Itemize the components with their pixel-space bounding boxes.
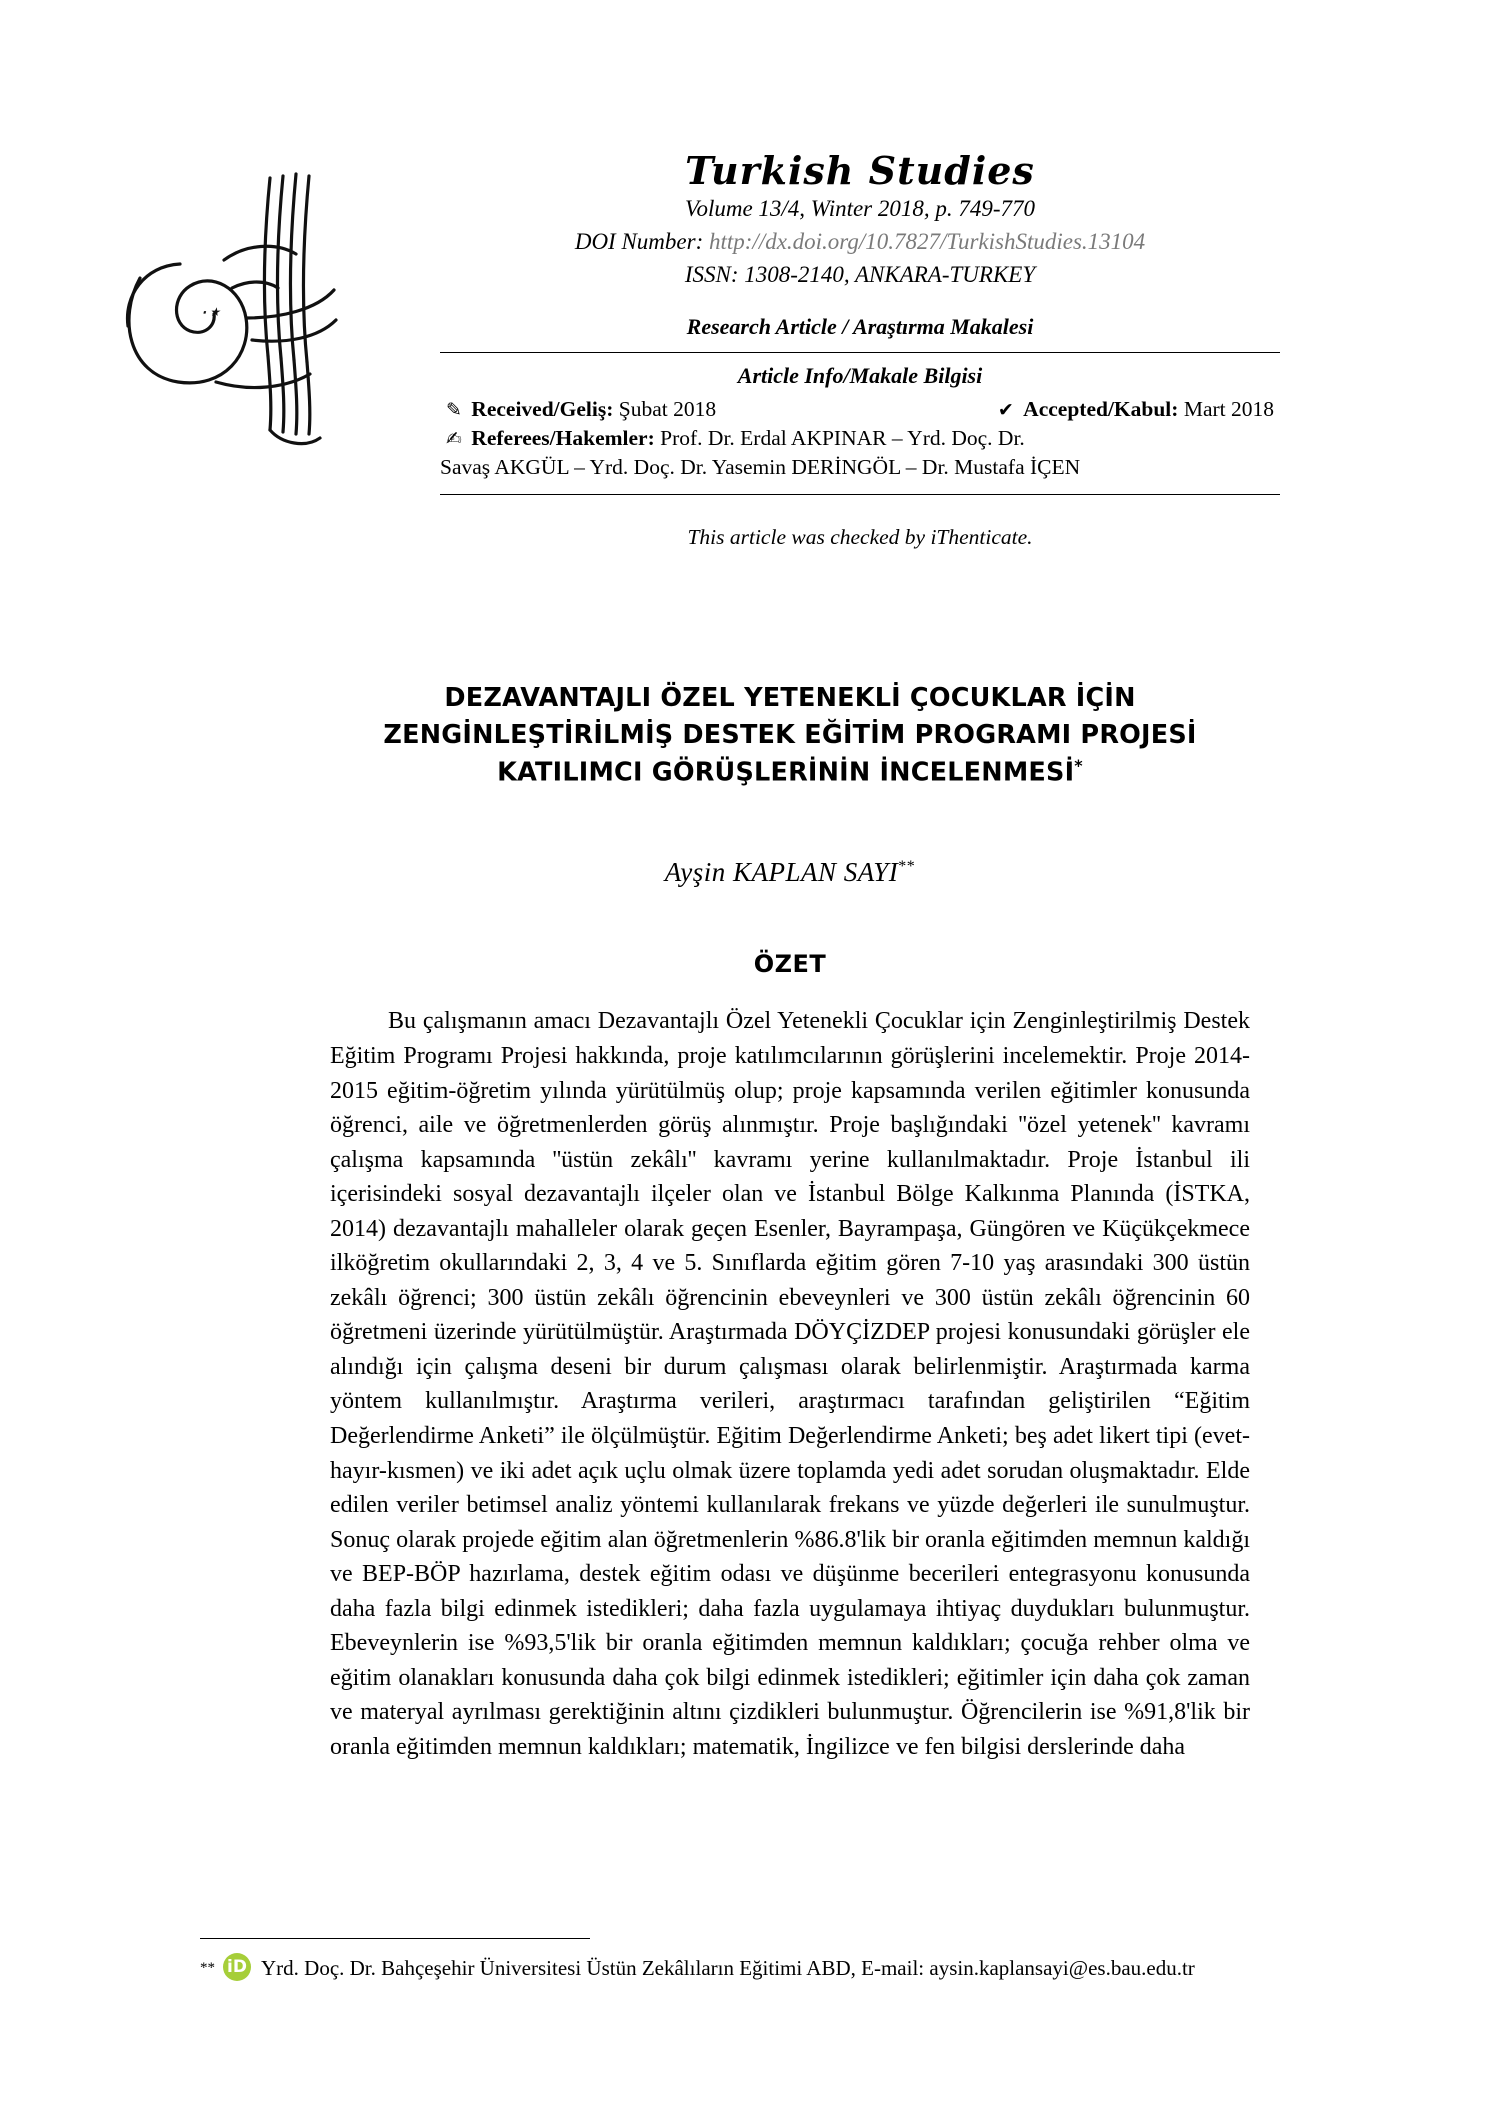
article-body	[330, 680, 1250, 1764]
title-line-1: DEZAVANTAJLI ÖZEL YETENEKLİ ÇOCUKLAR İÇİN	[444, 683, 1136, 713]
title-line-3: KATILIMCI GÖRÜŞLERİNİN İNCELENMESİ	[497, 757, 1075, 788]
article-info-block	[440, 395, 1280, 482]
referees-line2-row	[440, 453, 1280, 482]
pen-icon: ✎	[446, 398, 462, 421]
abstract-paragraph: Bu çalışmanın amacı Dezavantajlı Özel Yetenekli Çocuklar için Zenginleştirilmiş Destek Eğitim Programı Projesi hakkında, proje katılımcılarının görüşlerini incelemektir. Proje 2014-2015 eğitim-öğretim yılında yürütülmüş olup; proje kapsamında verilen eğitimler konusunda öğrenci, aile ve öğretmenlerden görüş alınmıştır. Proje başlığındaki ''özel yetenek'' kavramı çalışma kapsamında ''üstün zekâlı'' kavramı yerine kullanılmaktadır. Proje İstanbul ili içerisindeki sosyal dezavantajlı ilçeler olan ve İstanbul Bölge Kalkınma Planında (İSTKA, 2014) dezavantajlı mahalleler olarak geçen Esenler, Bayrampaşa, Güngören ve Küçükçekmece ilköğretim okullarındaki 2, 3, 4 ve 5. Sınıflarda eğitim gören 7-10 yaş arasındaki 300 üstün zekâlı öğrenci; 300 üstün zekâlı öğrencinin ebeveynleri ve 300 üstün zekâlı öğrencinin 60 öğretmeni üzerinde yürütülmüştür. Araştırmada DÖYÇİZDEP projesi konusundaki görüşler ele alındığı için çalışma deseni bir durum çalışması olarak belirlenmiştir. Araştırmada karma yöntem kullanılmıştır. Araştırma verileri, araştırmacı tarafından geliştirilen “Eğitim Değerlendirme Anketi” ile ölçülmüştür. Eğitim Değerlendirme Anketi; beş adet likert tipi (evet-hayır-kısmen) ve iki adet açık uçlu olmak üzere toplamda yedi adet sorudan oluşmaktadır. Elde edilen veriler betimsel analiz yöntemi kullanılarak frekans ve yüzde değerleri ile sunulmuştur. Sonuç olarak projede eğitim alan öğretmenlerin %86.8'lik bir oranla eğitimden memnun kaldığı ve BEP-BÖP hazırlama, destek eğitim odası ve düşünme becerileri entegrasyonu konusunda daha fazla bilgi edinmek istedikleri; daha fazla uygulamaya ihtiyaç duydukları bulunmuştur. Ebeveynlerin ise %93,5'lik bir oranla eğitimden memnun kaldıkları; çocuğa rehber olma ve eğitim olanakları konusunda daha çok bilgi edinmek istedikleri; eğitimler için daha çok zaman ve materyal ayrılması gerektiğinin altını çizdikleri bulunmuştur. Öğrencilerin ise %91,8'lik bir oranla eğitimden memnun kaldıkları; matematik, İngilizce ve fen bilgisi derslerinde daha	[330, 1008, 1250, 1760]
abstract-heading: ÖZET	[753, 950, 827, 979]
received-group	[446, 395, 716, 424]
divider-top	[440, 352, 1280, 353]
journal-volume-line: Volume 13/4, Winter 2018, p. 749-770	[684, 195, 1036, 221]
author-name-block	[330, 857, 1250, 888]
article-type-label: Research Article / Araştırma Makalesi	[686, 313, 1034, 339]
ithenticate-note: This article was checked by iThenticate.	[687, 524, 1033, 549]
footnote-divider	[200, 1938, 590, 1939]
journal-header-text	[440, 150, 1280, 550]
referees-line1: Prof. Dr. Erdal AKPINAR – Yrd. Doç. Dr.	[660, 425, 1025, 450]
author-footnote-marker: **	[898, 858, 916, 876]
footnote-text: Yrd. Doç. Dr. Bahçeşehir Üniversitesi Üstün Zekâlıların Eğitimi ABD, E-mail: aysin.kaplansayi@es.bau.edu.tr	[261, 1956, 1195, 1980]
article-info-dates-row	[440, 395, 1280, 424]
footnote-marker: **	[200, 1960, 215, 1976]
footnote-area	[200, 1938, 1300, 1982]
referee-icon: ✍	[446, 427, 462, 450]
accepted-group	[998, 395, 1274, 424]
received-label: Received/Geliş:	[471, 396, 614, 421]
doi-label: DOI Number:	[574, 229, 704, 255]
footnote-entry	[200, 1953, 1300, 1982]
check-icon: ✔	[997, 398, 1014, 421]
journal-doi-line	[440, 225, 1280, 258]
title-footnote-marker: *	[1074, 755, 1083, 775]
orcid-icon[interactable]: iD	[223, 1953, 251, 1981]
journal-logo-icon	[120, 168, 340, 458]
title-line-3-wrap	[330, 754, 1250, 791]
divider-bottom	[440, 494, 1280, 495]
article-info-heading: Article Info/Makale Bilgisi	[737, 362, 983, 388]
journal-issn-line: ISSN: 1308-2140, ANKARA-TURKEY	[684, 262, 1036, 288]
title-line-2: ZENGİNLEŞTİRİLMİŞ DESTEK EĞİTİM PROGRAMI PROJESİ	[383, 719, 1197, 750]
received-value: Şubat 2018	[618, 396, 717, 421]
journal-title: Turkish Studies	[685, 148, 1035, 193]
accepted-label: Accepted/Kabul:	[1023, 396, 1179, 421]
page-title	[330, 680, 1250, 791]
accepted-value: Mart 2018	[1183, 396, 1274, 421]
author-name: Ayşin KAPLAN SAYI	[664, 857, 899, 888]
svg-text:٭٠: ٭٠	[198, 299, 220, 323]
abstract-text-block	[330, 1004, 1250, 1764]
doi-link[interactable]: http://dx.doi.org/10.7827/TurkishStudies.13104	[708, 229, 1146, 255]
referees-line2: Savaş AKGÜL – Yrd. Doç. Dr. Yasemin DERİNGÖL – Dr. Mustafa İÇEN	[440, 454, 1081, 479]
referees-label: Referees/Hakemler:	[471, 425, 655, 450]
article-info-referees-row	[440, 424, 1280, 453]
